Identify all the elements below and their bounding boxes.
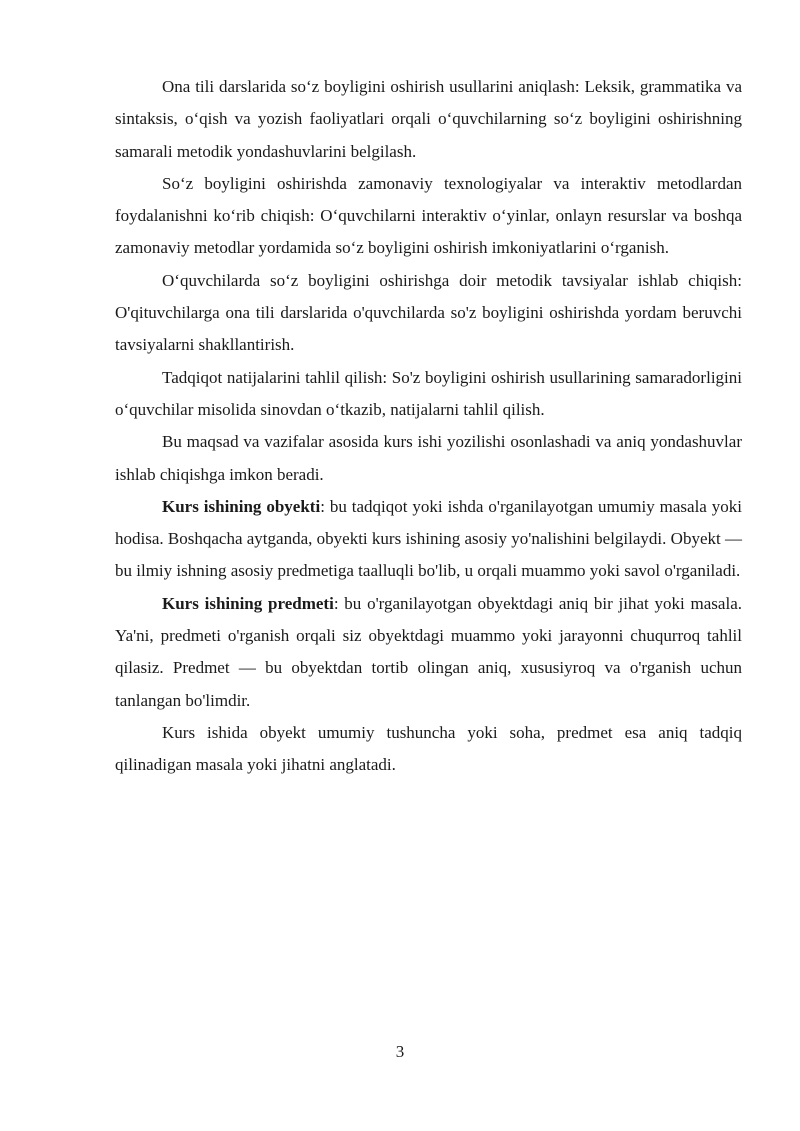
term-subject-heading: Kurs ishining predmeti [162, 593, 334, 613]
paragraph-text: Bu maqsad va vazifalar asosida kurs ishi yozilishi osonlashadi va aniq yondashuvlar ishlab chiqishga imkon beradi. [115, 432, 742, 484]
paragraph [115, 71, 742, 168]
paragraph [115, 168, 742, 265]
paragraph [115, 426, 742, 491]
term-object-heading: Kurs ishining obyekti [162, 496, 321, 516]
paragraph-text: Kurs ishida obyekt umumiy tushuncha yoki soha, predmet esa aniq tadqiq qilinadigan masala yoki jihatni anglatadi. [115, 722, 742, 775]
paragraph-text: Ona tili darslarida so‘z boyligini oshirish usullarini aniqlash: Leksik, grammatika va sintaksis, o‘qish va yozish faoliyatlari orqali o‘quvchilarning so‘z boyligini oshirishning samarali metodik yondashuvlarini belgilash. [115, 77, 742, 161]
paragraph-subject-definition [115, 588, 742, 717]
paragraph [115, 362, 742, 427]
paragraph [115, 265, 742, 362]
paragraph-text: : bu o'rganilayotgan obyektdagi aniq bir jihat yoki masala. Ya'ni, predmeti o'rganish orqali siz obyektdagi muammo yoki jarayonni chuqurroq tahlil qilasiz. Predmet — bu obyektdan tortib olingan aniq, xususiyroq va o'rganish uchun tanlangan bo'limdir. [115, 593, 742, 710]
document-body [115, 71, 742, 782]
page-number: 3 [395, 1042, 405, 1061]
paragraph-text: O‘quvchilarda so‘z boyligini oshirishga doir metodik tavsiyalar ishlab chiqish: O'qituvchilarga ona tili darslarida o'quvchilarda so'z boyligini oshirishda yordam beruvchi tavsiyalarni shakllantirish. [115, 270, 742, 355]
paragraph-text: : bu tadqiqot yoki ishda o'rganilayotgan umumiy masala yoki hodisa. Boshqacha aytganda, obyekti kurs ishining asosiy yo'nalishini belgilaydi. Obyekt — bu ilmiy ishning asosiy predmetiga taalluqli bo'lib, u orqali muammo yoki savol o'rganiladi. [115, 496, 743, 581]
paragraph-text: So‘z boyligini oshirishda zamonaviy texnologiyalar va interaktiv metodlardan foydalanishni ko‘rib chiqish: O‘quvchilarni interaktiv o‘yinlar, onlayn resurslar va boshqa zamonaviy metodlar yordamida so‘z boyligini oshirish imkoniyatlarini o‘rganish. [115, 173, 742, 258]
paragraph-text: Tadqiqot natijalarini tahlil qilish: So'z boyligini oshirish usullarining samaradorligini o‘quvchilar misolida sinovdan o‘tkazib, natijalarni tahlil qilish. [115, 367, 742, 419]
paragraph-object-definition [115, 491, 742, 588]
paragraph [115, 717, 742, 782]
